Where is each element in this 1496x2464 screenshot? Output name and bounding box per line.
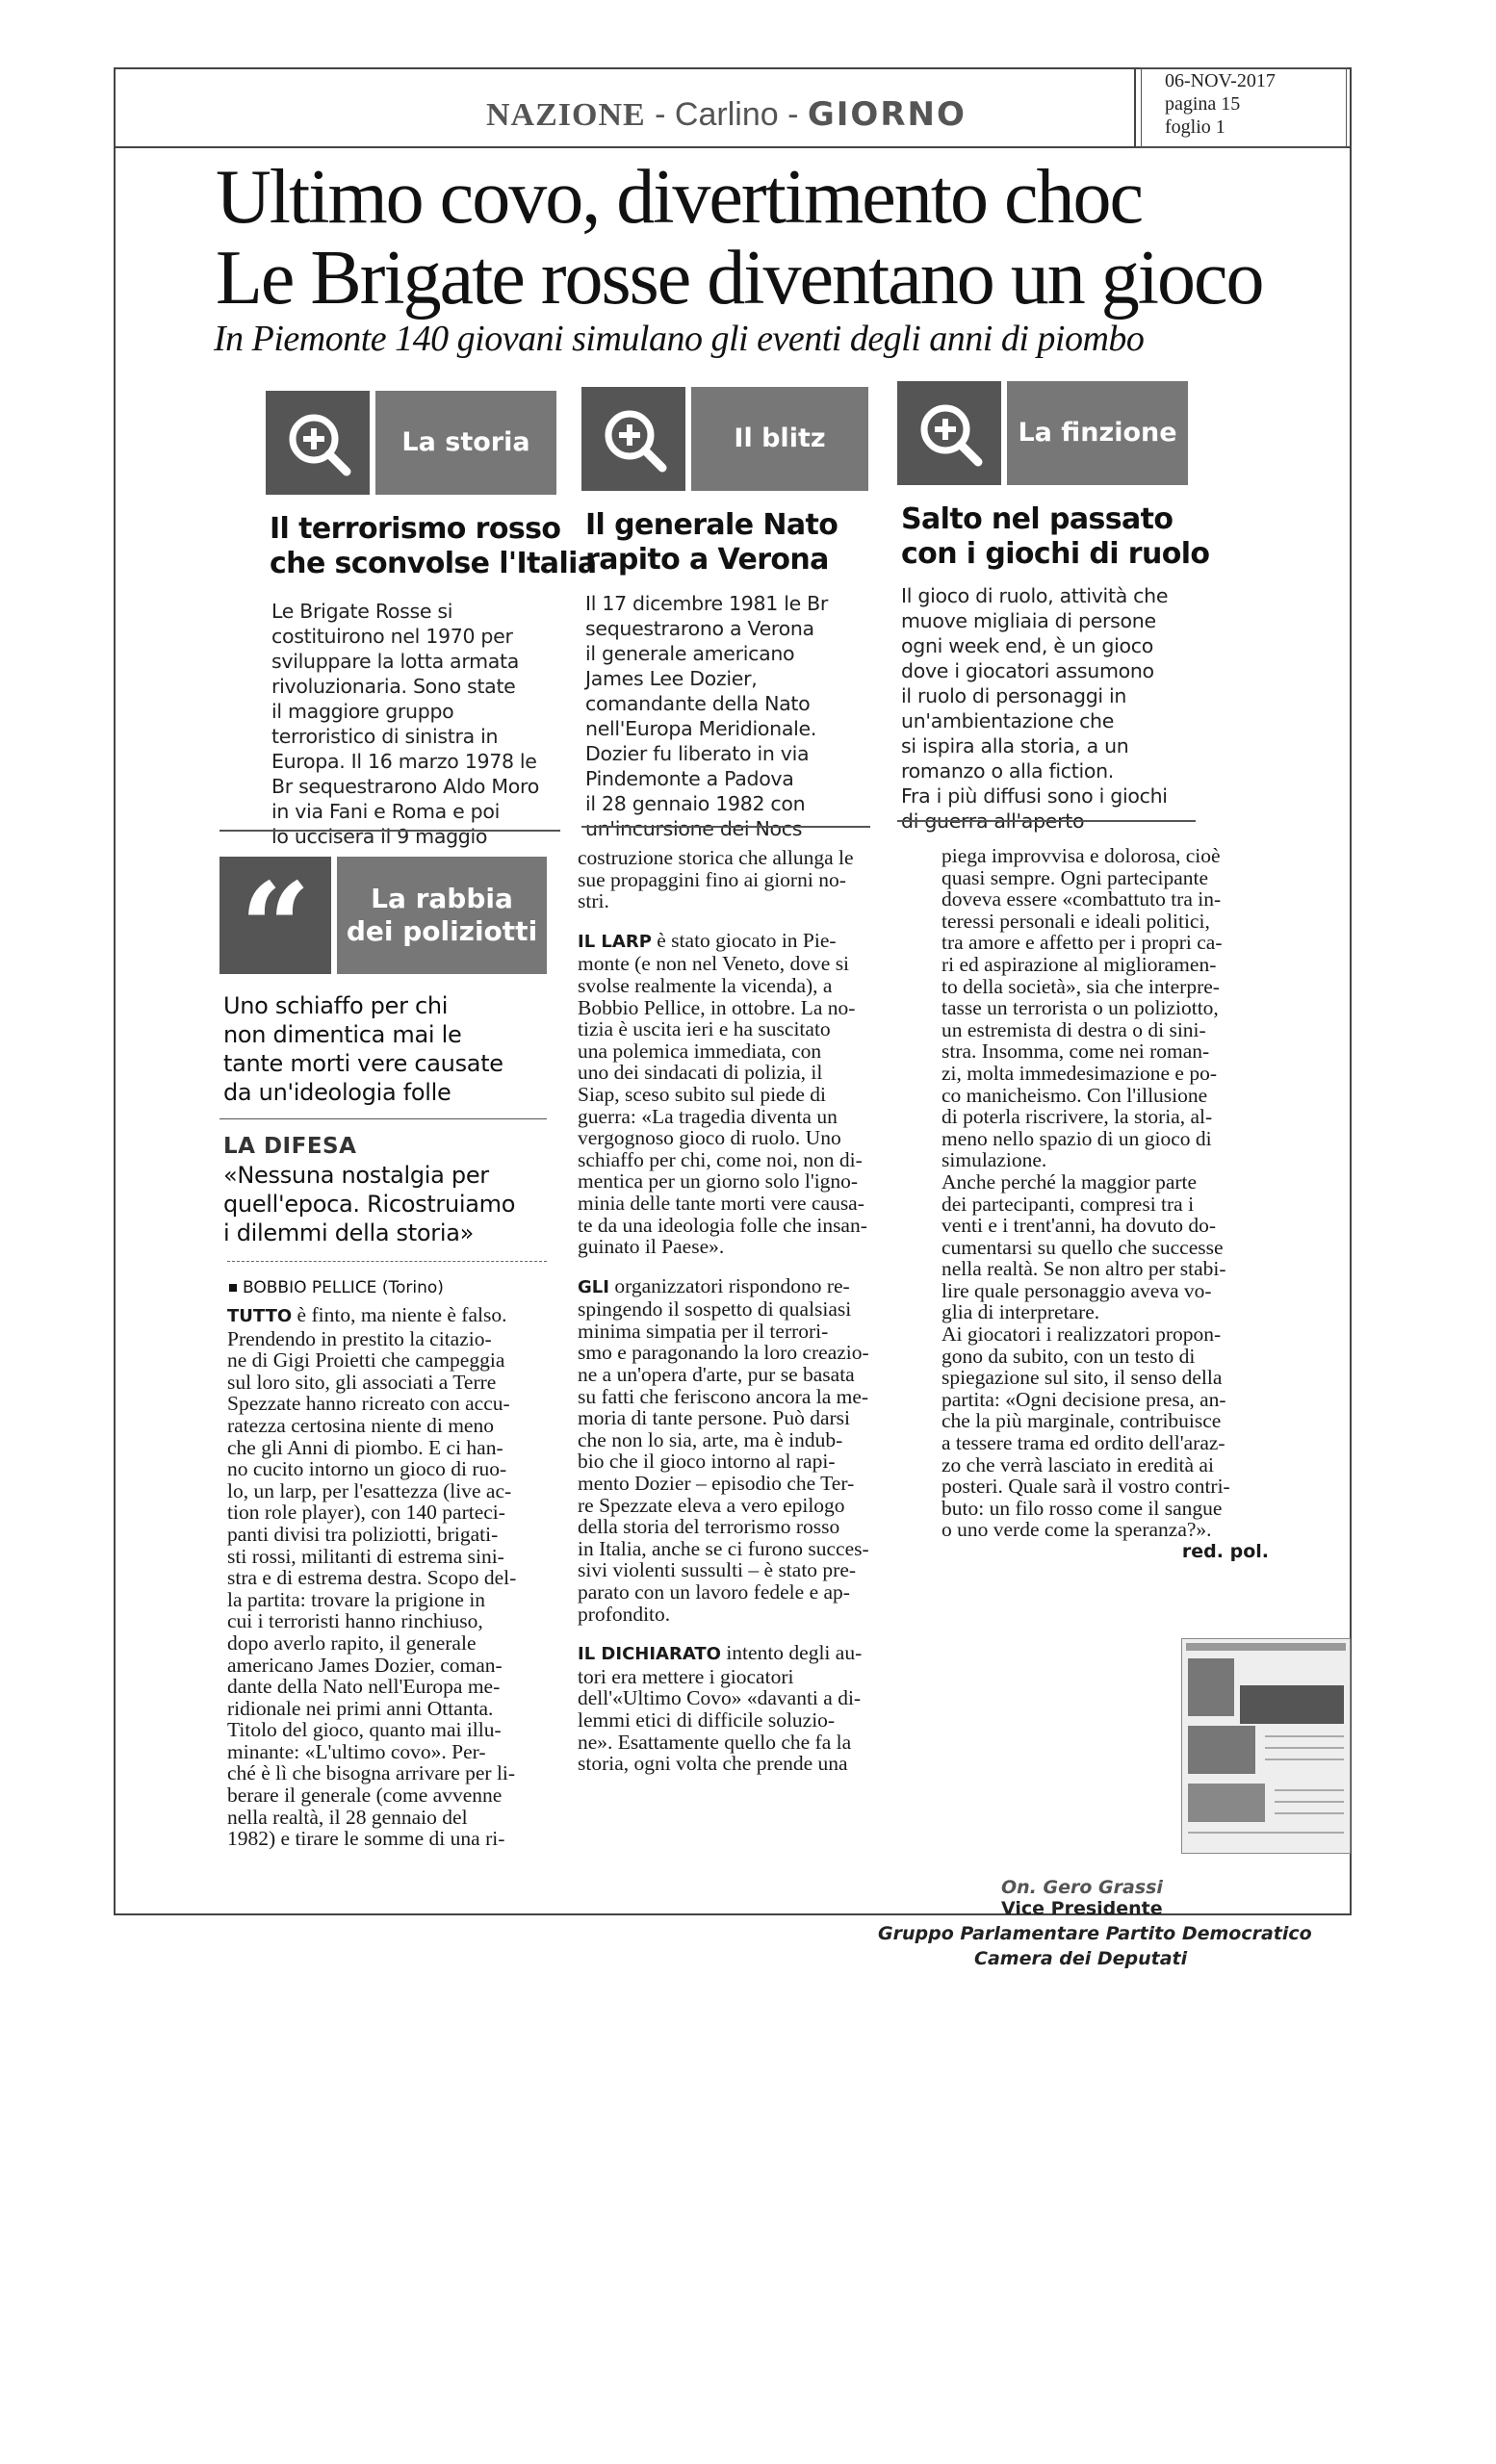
quote-tag-box [219,857,547,1001]
tag-la-finzione [897,381,1188,485]
quote-rule [219,1118,547,1119]
quote-tag-label: La rabbia dei poliziotti [337,857,547,974]
zoom-icon [266,391,370,495]
box-rule [219,830,560,832]
quote-mark-icon: “ [219,857,331,974]
pull-quote: Uno schiaffo per chi non dimentica mai le tante morti vere causate da un'ideologia folle [223,992,503,1106]
tag-label: Il blitz [691,387,868,491]
clip-page: pagina 15 [1165,93,1241,115]
page-thumbnail [1181,1638,1351,1854]
byline: BOBBIO PELLICE (Torino) [229,1278,444,1297]
tag-il-blitz [581,387,868,491]
box-rule [581,826,870,828]
tag-label: La storia [375,391,556,495]
headline-line-2: Le Brigate rosse diventano un gioco [216,236,1263,321]
la-difesa-label: LA DIFESA [223,1134,357,1159]
masthead-nazione: NAZIONE [486,97,646,133]
clip-sheet: foglio 1 [1165,116,1225,138]
signature-chamber: Camera dei Deputati [974,1948,1188,1969]
masthead: NAZIONE - Carlino - GIORNO [486,95,967,134]
article-column-3: piega improvvisa e dolorosa, cioè quasi sempre. Ogni partecipante doveva essere «combattuto tra in- teressi personali e ideali politici, tra amore e affetto per i propri ca- ri ed aspirazione al miglioramen- to della società», sia che interpre- tasse un terrorista o un poliziotto, un estremista di destra o di sini- stra. Insomma, come nei roman- zi, molta immedesimazione e po- co manicheismo. Con l'illusione di poterla riscrivere, la storia, al- meno nello spazio di un gioco di simulazione. Anche perché la maggior parte dei partecipanti, compresi tra i venti e i trent'anni, ha dovuto do- cumentarsi su quello che successe nella realtà. Se non altro per stabi- lire quale personaggio aveva vo- glia di interpretare. Ai giocatori i realizzatori propon- gono da subito, con un testo di spiegazione sul sito, il senso della partita: «Ogni decisione presa, an- che la più marginale, contribuisce a tessere trama ed ordito dell'araz- zo che verrà lasciato in eredità ai posteri. Quale sarà il vostro contri- buto: un filo rosso come il sangue o uno verde come la speranza?». red. pol. [941,845,1280,1563]
clip-date: 06-NOV-2017 [1165,70,1276,91]
article-column-1: TUTTO è finto, ma niente è falso. Prendendo in prestito la citazio- ne di Gigi Proietti che campeggia sul loro sito, gli associati a Terre Spezzate hanno ricreato con accu- ratezza certosina niente di meno che gli Anni di piombo. E ci han- no cucito intorno un gioco di ruo- lo, un larp, per l'esattezza (live ac- tion role player), con 140 parteci- panti divisi tra poliziotti, brigati- sti rossi, militanti di estrema sini- stra e di estrema destra. Scopo del- la partita: trovare la prigione in cui i terroristi hanno rinchiuso, dopo averlo rapito, il generale americano James Dozier, coman- dante della Nato nell'Europa me- ridionale nei primi anni Ottanta. Titolo del gioco, quanto mai illu- minante: «L'ultimo covo». Per- ché è lì che bisogna arrivare per li- berare il generale (come avvenne nella realtà, il 28 gennaio del 1982) e tirare le somme di una ri- [227,1303,517,1851]
box-title: Il terrorismo rosso che sconvolse l'Italia [270,512,597,580]
headline-subtitle: In Piemonte 140 giovani simulano gli eventi degli anni di piombo [214,319,1145,359]
box-title: Il generale Nato rapito a Verona [585,508,838,577]
byline-rule [227,1261,547,1262]
box-title: Salto nel passato con i giochi di ruolo [901,502,1210,571]
signature-name: On. Gero Grassi [1001,1877,1163,1898]
tag-la-storia [266,391,556,495]
box-text: Il 17 dicembre 1981 le Br sequestrarono a Verona il generale americano James Lee Dozier, comandante della Nato nell'Europa Meridionale. Dozier fu liberato in via Pindemonte a Padova il 28 gennaio 1982 con un'incursione dei Nocs [585,592,829,840]
masthead-carlino: Carlino [674,96,779,133]
header-meta [1165,69,1276,139]
zoom-icon [897,381,1001,485]
zoom-icon [581,387,685,491]
article-signoff: red. pol. [1181,1541,1269,1562]
tag-label: La finzione [1007,381,1188,485]
signature-role: Vice Presidente [1001,1898,1163,1919]
article-column-2: costruzione storica che allunga le sue propaggini fino ai giorni no- stri. IL LARP è stato giocato in Pie- monte (e non nel Veneto, dove si svolse realmente la vicenda), a Bobbio Pellice, in ottobre. La no- tizia è uscita ieri e ha suscitato una polemica immediata, con uno dei sindacati di polizia, il Siap, sceso subito sul piede di guerra: «La tragedia diventa un vergognoso gioco di ruolo. Uno schiaffo per chi, come noi, non di- mentica per un giorno solo l'igno- minia delle tante morti vere causa- te da una ideologia folle che insan- guinato il Paese». GLI organizzatori rispondono re- spingendo il sospetto di qualsiasi minima simpatia per il terrori- smo e paragonando la loro creazio- ne a un'opera d'arte, pur se basata su fatti che feriscono ancora la me- moria di tante persone. Può darsi che non lo sia, arte, ma è indub- bio che il gioco intorno al rapi- mento Dozier – episodio che Ter- re Spezzate eleva a vero epilogo della storia del terrorismo rosso in Italia, anche se ci furono succes- sivi violenti sussulti – è stato pre- parato con un lavoro fedele e ap- profondito. IL DICHIARATO intento degli au- tori era mettere i giocatori dell'«Ultimo Covo» «davanti a di- lemmi etici di difficile soluzio- ne». Esattamente quello che fa la storia, ogni volta che prende una [578,846,869,1776]
signature-group: Gruppo Parlamentare Partito Democratico [878,1923,1312,1944]
masthead-giorno: GIORNO [807,95,967,134]
box-text: Il gioco di ruolo, attività che muove migliaia di persone ogni week end, è un gioco dove i giocatori assumono il ruolo di personaggi in un'ambientazione che si ispira alla storia, a un romanzo o alla fiction. Fra i più diffusi sono i giochi di guerra all'aperto [901,584,1169,833]
la-difesa-quote: «Nessuna nostalgia per quell'epoca. Ricostruiamo i dilemmi della storia» [223,1162,516,1246]
box-rule [897,820,1196,822]
box-text: Le Brigate Rosse si costituirono nel 1970 per sviluppare la lotta armata rivoluzionaria. Sono state il maggiore gruppo terroristico di sinistra in Europa. Il 16 marzo 1978 le Br sequestrarono Aldo Moro in via Fani e Roma e poi lo uccisera il 9 maggio [271,600,539,848]
headline-line-1: Ultimo covo, divertimento choc [216,155,1142,240]
